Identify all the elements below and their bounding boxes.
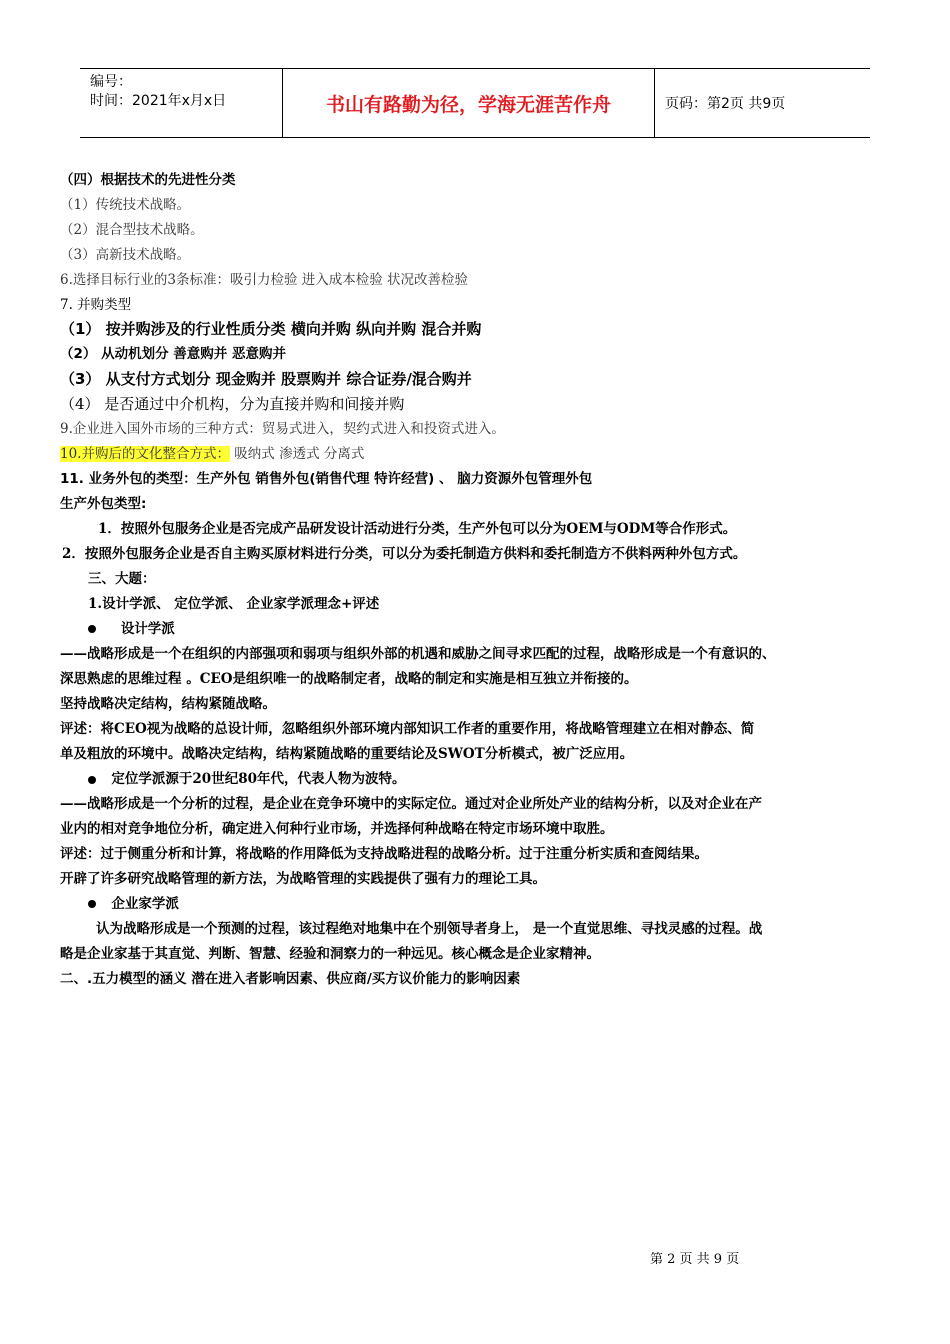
paragraph: 9.企业进入国外市场的三种方式：贸易式进入，契约式进入和投资式进入。 bbox=[60, 421, 505, 437]
list-item: （1）传统技术战略。 bbox=[60, 197, 191, 213]
paragraph: 6.选择目标行业的3条标准：吸引力检验 进入成本检验 状况改善检验 bbox=[60, 272, 469, 288]
paragraph: 生产外包类型: bbox=[60, 496, 147, 512]
paragraph: 开辟了许多研究战略管理的新方法，为战略管理的实践提供了强有力的理论工具。 bbox=[60, 871, 546, 887]
list-item: （1） 按并购涉及的行业性质分类 横向并购 纵向并购 混合并购 bbox=[60, 320, 482, 338]
paragraph: 11. 业务外包的类型：生产外包 销售外包(销售代理 特许经营) 、 脑力资源外包管理外包 bbox=[60, 471, 593, 487]
bullet-text: 定位学派源于20世纪80年代，代表人物为波特。 bbox=[111, 771, 406, 787]
paragraph: 评述：过于侧重分析和计算，将战略的作用降低为支持战略进程的战略分析。过于注重分析实质和查阅结果。 bbox=[60, 846, 708, 862]
paragraph: 1.设计学派、 定位学派、 企业家学派理念+评述 bbox=[88, 596, 380, 612]
section-heading: 二、.五力模型的涵义 潜在进入者影响因素、供应商/买方议价能力的影响因素 bbox=[60, 971, 521, 987]
paragraph: ——战略形成是一个在组织的内部强项和弱项与组织外部的机遇和威胁之间寻求匹配的过程，战略形成是一个有意识的、 bbox=[60, 646, 776, 662]
list-item: （3） 从支付方式划分 现金购并 股票购并 综合证券/混合购并 bbox=[60, 370, 472, 388]
paragraph-text: 吸纳式 渗透式 分离式 bbox=[229, 446, 365, 462]
motto: 书山有路勤为径，学海无涯苦作舟 bbox=[283, 69, 655, 137]
paragraph: 认为战略形成是一个预测的过程，该过程绝对地集中在个别领导者身上， 是一个直觉思维、寻找灵感的过程。战 bbox=[96, 921, 763, 937]
bullet-icon bbox=[88, 900, 96, 908]
paragraph: 深思熟虑的思维过程 。CEO是组织唯一的战略制定者，战略的制定和实施是相互独立并衔接的。 bbox=[60, 671, 638, 687]
bullet-item bbox=[88, 619, 175, 639]
page-footer: 第 2 页 共 9 页 bbox=[650, 1252, 740, 1267]
highlighted-text: 10.并购后的文化整合方式： bbox=[60, 446, 230, 462]
bullet-item bbox=[88, 894, 179, 914]
paragraph: ——战略形成是一个分析的过程，是企业在竞争环境中的实际定位。通过对企业所处产业的结构分析，以及对企业在产 bbox=[60, 796, 762, 812]
bullet-icon bbox=[88, 625, 96, 633]
paragraph bbox=[60, 444, 364, 464]
paragraph: 坚持战略决定结构，结构紧随战略。 bbox=[60, 696, 276, 712]
paragraph: 7. 并购类型 bbox=[60, 297, 132, 313]
paragraph: 评述：将CEO视为战略的总设计师，忽略组织外部环境内部知识工作者的重要作用，将战略管理建立在相对静态、简 bbox=[60, 721, 755, 737]
paragraph: 1．按照外包服务企业是否完成产品研发设计活动进行分类，生产外包可以分为OEM与ODM等合作形式。 bbox=[98, 521, 737, 537]
page-label: 页码：第2页 共9页 bbox=[665, 96, 786, 112]
list-item: （2） 从动机划分 善意购并 恶意购并 bbox=[60, 346, 286, 362]
paragraph: 2．按照外包服务企业是否自主购买原材料进行分类，可以分为委托制造方供料和委托制造方不供料两种外包方式。 bbox=[62, 546, 747, 562]
bullet-text: 设计学派 bbox=[120, 621, 175, 637]
list-item: （2）混合型技术战略。 bbox=[60, 222, 204, 238]
time-label: 时间：2021年x月x日 bbox=[90, 93, 227, 109]
paragraph: 业内的相对竞争地位分析，确定进入何种行业市场，并选择何种战略在特定市场环境中取胜。 bbox=[60, 821, 614, 837]
bullet-item bbox=[88, 769, 405, 789]
list-item: （3）高新技术战略。 bbox=[60, 247, 191, 263]
list-item: （4） 是否通过中介机构，分为直接并购和间接并购 bbox=[60, 395, 405, 413]
paragraph: 单及粗放的环境中。战略决定结构，结构紧随战略的重要结论及SWOT分析模式，被广泛应用。 bbox=[60, 746, 634, 762]
header-meta-cell bbox=[80, 69, 283, 137]
paragraph: 略是企业家基于其直觉、判断、智慧、经验和洞察力的一种远见。核心概念是企业家精神。 bbox=[60, 946, 600, 962]
bullet-icon bbox=[88, 776, 96, 784]
header-table bbox=[80, 68, 870, 138]
number-label: 编号： bbox=[90, 74, 132, 90]
bullet-text: 企业家学派 bbox=[111, 896, 179, 912]
section-heading: 三、大题： bbox=[88, 571, 156, 587]
section-heading: （四）根据技术的先进性分类 bbox=[60, 172, 236, 188]
